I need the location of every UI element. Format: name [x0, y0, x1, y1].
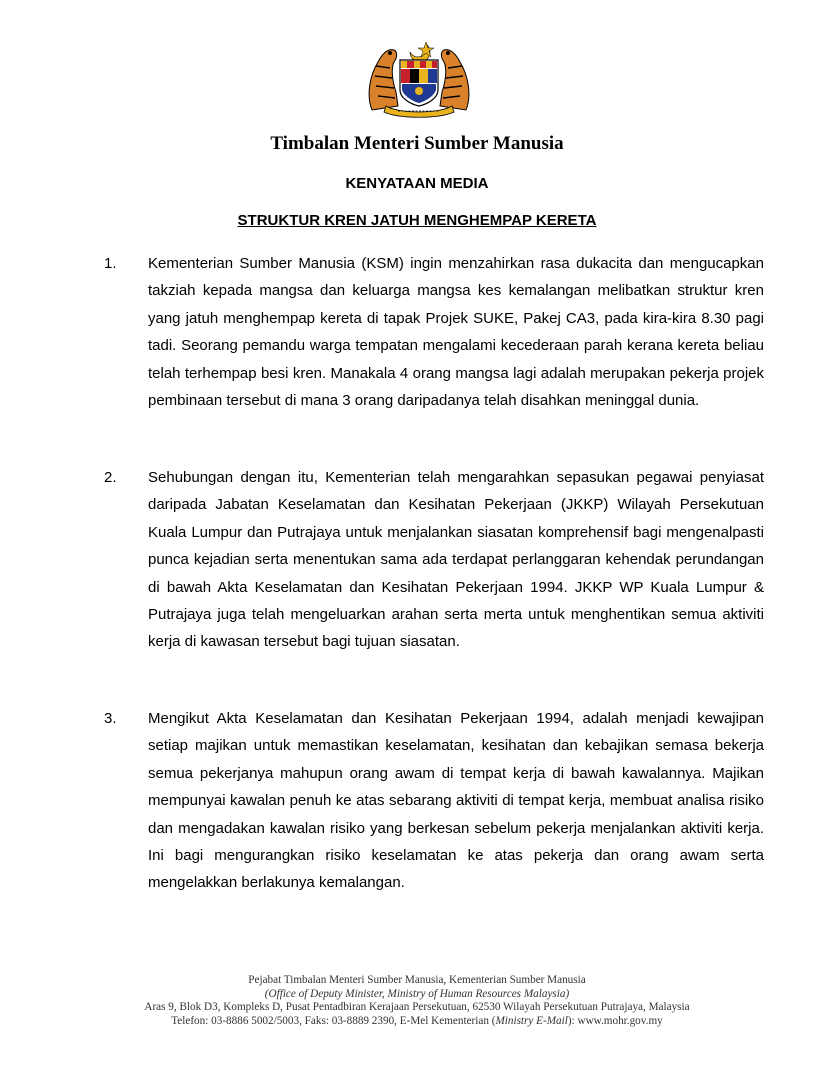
footer-office-name: Pejabat Timbalan Menteri Sumber Manusia, Kementerian Sumber Manusia: [248, 974, 586, 986]
paragraph-text: Mengikut Akta Keselamatan dan Kesihatan Pekerjaan 1994, adalah menjadi kewajipan setiap majikan untuk memastikan keselamatan, kesihatan dan kebajikan semasa bekerja semua pekerjanya mahupun orang awam di tempat kerja di bawah kawalannya. Majikan mempunyai kawalan penuh ke atas sebarang aktiviti di tempat kerja, membuat analisa risiko dan mengadakan kawalan risiko yang berkesan sebelum pekerja menjalankan aktiviti kerja. Ini bagi mengurangkan risiko keselamatan ke atas pekerja dan orang awam serta mengelakkan berlakunya kemalangan.: [148, 710, 764, 892]
paragraph-3: [104, 705, 764, 897]
document-type-heading: KENYATAAN MEDIA: [345, 175, 489, 192]
footer-postal-address: Aras 9, Blok D3, Kompleks D, Pusat Pentadbiran Kerajaan Persekutuan, 62530 Wilayah Persekutuan Putrajaya, Malaysia: [144, 1001, 690, 1014]
paragraph-1: [104, 250, 764, 414]
paragraph-number: 2.: [104, 469, 117, 486]
paragraph-text: Sehubungan dengan itu, Kementerian telah mengarahkan sepasukan pegawai penyiasat daripada Jabatan Keselamatan dan Kesihatan Pekerjaan (JKKP) Wilayah Persekutuan Kuala Lumpur dan Putrajaya untuk menjalankan siasatan komprehensif bagi mengenalpasti punca kejadian serta menentukan sama ada terdapat perlanggaran kehendak perundangan di bawah Akta Keselamatan dan Kesihatan Pekerjaan 1994. JKKP WP Kuala Lumpur & Putrajaya juga telah mengeluarkan arahan serta merta untuk menghentikan semua aktiviti kerja di kawasan tersebut bagi tujuan siasatan.: [148, 469, 764, 651]
paragraph-2: [104, 464, 764, 656]
paragraph-text: Kementerian Sumber Manusia (KSM) ingin menzahirkan rasa dukacita dan mengucapkan takziah kepada mangsa dan keluarga mangsa kes kemalangan melibatkan struktur kren yang jatuh menghempap kereta di tapak Projek SUKE, Pakej CA3, pada kira-kira 8.30 pagi tadi. Seorang pemandu warga tempatan mengalami kecederaan parah kerana kereta beliau telah terhempap besi kren. Manakala 4 orang mangsa lagi adalah merupakan pekerja projek pembinaan tersebut di mana 3 orang daripadanya telah disahkan meninggal dunia.: [148, 255, 764, 410]
footer-contact: Telefon: 03-8886 5002/5003, Faks: 03-8889 2390, E-Mel Kementerian (Ministry E-Mail): www.mohr.gov.my: [171, 1014, 663, 1027]
paragraph-number: 1.: [104, 255, 117, 272]
footer-address: [0, 974, 834, 1028]
malaysia-coat-of-arms-logo: [364, 40, 474, 118]
office-title: Timbalan Menteri Sumber Manusia: [270, 133, 564, 154]
paragraph-number: 3.: [104, 710, 117, 727]
press-release-subject: STRUKTUR KREN JATUH MENGHEMPAP KERETA: [237, 212, 597, 229]
footer-office-name-english: (Office of Deputy Minister, Ministry of Human Resources Malaysia): [264, 987, 570, 1000]
